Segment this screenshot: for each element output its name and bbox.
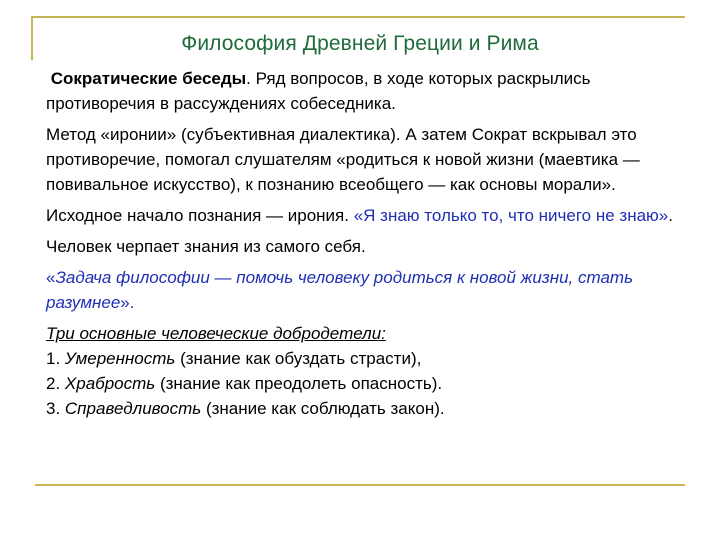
virtues-heading: Три основные человеческие добродетели: [46, 324, 386, 343]
paragraph-socratic-dialogues [46, 66, 686, 116]
virtue-description: (знание как преодолеть опасность). [155, 374, 443, 393]
paragraph-text: . Ряд вопросов, в ходе которых раскрылись противоречия в рассуждениях собеседника. [46, 69, 591, 113]
virtue-name: Храбрость [64, 374, 156, 393]
virtues-block [46, 321, 686, 421]
quote-mark: ». [120, 293, 135, 312]
virtue-item [46, 346, 686, 371]
paragraph-irony-method: Метод «иронии» (субъективная диалектика). А затем Сократ вскрывал это противоречие, помогал слушателям «родиться к новой жизни (маевтика — повивальное искусство), к познанию всеобщего — как основы морали». [46, 125, 640, 194]
virtue-item [46, 396, 686, 421]
paragraph-text: . [668, 206, 673, 225]
virtue-number: 2. [46, 374, 65, 393]
virtue-number: 3. [46, 399, 65, 418]
paragraph-text: Исходное начало познания — ирония. [46, 206, 354, 225]
term-socratic-dialogues: Сократические беседы [50, 69, 247, 88]
paragraph-philosophy-task [46, 265, 686, 315]
quote-i-know-nothing: «Я знаю только то, что ничего не знаю» [353, 206, 669, 225]
virtue-name: Умеренность [64, 349, 176, 368]
slide-title: Философия Древней Греции и Рима [181, 32, 539, 55]
top-divider [31, 16, 685, 18]
slide-body [46, 66, 686, 427]
bottom-divider [35, 484, 685, 486]
paragraph-irony-origin [46, 203, 686, 228]
virtue-name: Справедливость [64, 399, 202, 418]
virtue-description: (знание как соблюдать закон). [201, 399, 445, 418]
virtue-number: 1. [46, 349, 65, 368]
quote-philosophy-task: Задача философии — помочь человеку родиться к новой жизни, стать разумнее [46, 268, 634, 312]
paragraph-self-knowledge: Человек черпает знания из самого себя. [46, 237, 366, 256]
quote-mark: « [46, 268, 56, 287]
virtue-description: (знание как обуздать страсти), [175, 349, 422, 368]
virtue-item [46, 371, 686, 396]
